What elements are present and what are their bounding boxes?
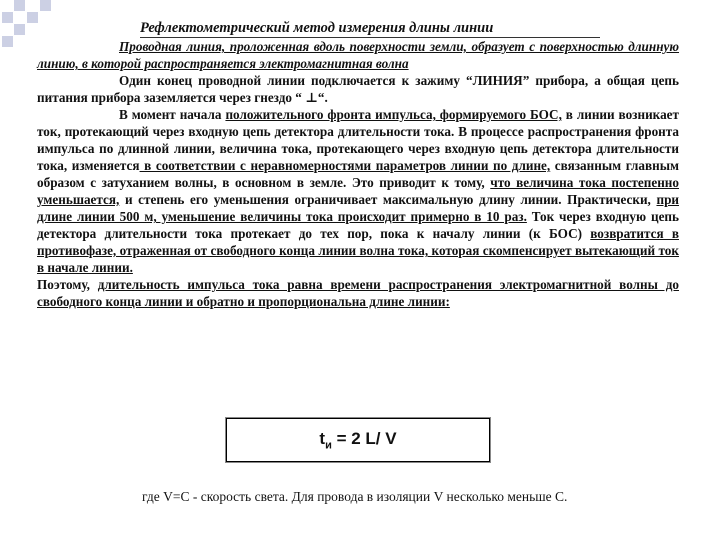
deco-square — [14, 0, 25, 11]
formula — [319, 429, 397, 452]
deco-square — [40, 0, 51, 11]
text-run: связанным главным образом с затуханием волны, в основном в земле. Это приводит к тому, — [37, 158, 680, 190]
underlined-text: что величина тока постепенно уменьшается, — [37, 175, 679, 207]
formula-subscript: и — [325, 439, 332, 452]
underlined-text: положительного фронта импульса, формируемого БОС, — [225, 107, 562, 122]
text-run: Ток через входную цепь детектора длительности тока протекает до тех пор, пока к началу линии (к БОС) — [37, 209, 679, 241]
paragraph-connection: Один конец проводной линии подключается к зажиму “ЛИНИЯ” прибора, а общая цепь питания прибора заземляется через гнездо “ ⊥“. — [37, 73, 679, 105]
underlined-text: возвратится в противофазе, отраженная от свободного конца линии волна тока, которая скомпенсирует вытекающий ток в начале линии. — [37, 226, 679, 275]
underlined-text: в соответствии с неравномерностями параметров линии по длине, — [139, 158, 551, 173]
formula-box — [226, 418, 490, 462]
footnote: где V=C - скорость света. Для провода в изоляции V несколько меньше C. — [142, 489, 568, 504]
deco-square — [2, 36, 13, 47]
text-run: и степень его уменьшения ограничивает максимальную длину линии. Практически, — [119, 192, 657, 207]
underlined-text: при длине линии 500 м, уменьшение величины тока происходит примерно в 10 раз. — [37, 192, 679, 224]
underlined-text: длительность импульса тока равна времени распространения электромагнитной волны до свободного конца линии и обратно и пропорциональна длине линии: — [37, 277, 679, 309]
deco-square — [14, 24, 25, 35]
deco-square — [27, 12, 38, 23]
formula-rest: = 2 L/ V — [331, 429, 397, 448]
deco-square — [2, 12, 13, 23]
paragraph-principle — [37, 106, 679, 276]
page-title: Рефлектометрический метод измерения длины линии — [140, 20, 600, 38]
body-text — [37, 38, 679, 310]
text-run: В момент начала — [119, 107, 226, 122]
paragraph-conclusion — [37, 276, 679, 310]
text-run: Поэтому, — [37, 277, 98, 292]
paragraph-intro: Проводная линия, проложенная вдоль поверхности земли, образует с поверхностью длинную линию, в которой распространяется электромагнитная волна — [37, 39, 679, 71]
formula-base: t — [319, 429, 326, 448]
text-run: в линии возникает ток, протекающий через входную цепь детектора длительности тока. В процессе распространения фронта импульса по длинной линии, величина тока, протекающего через входную цепь детектора длительности тока, изменяется — [37, 107, 679, 173]
